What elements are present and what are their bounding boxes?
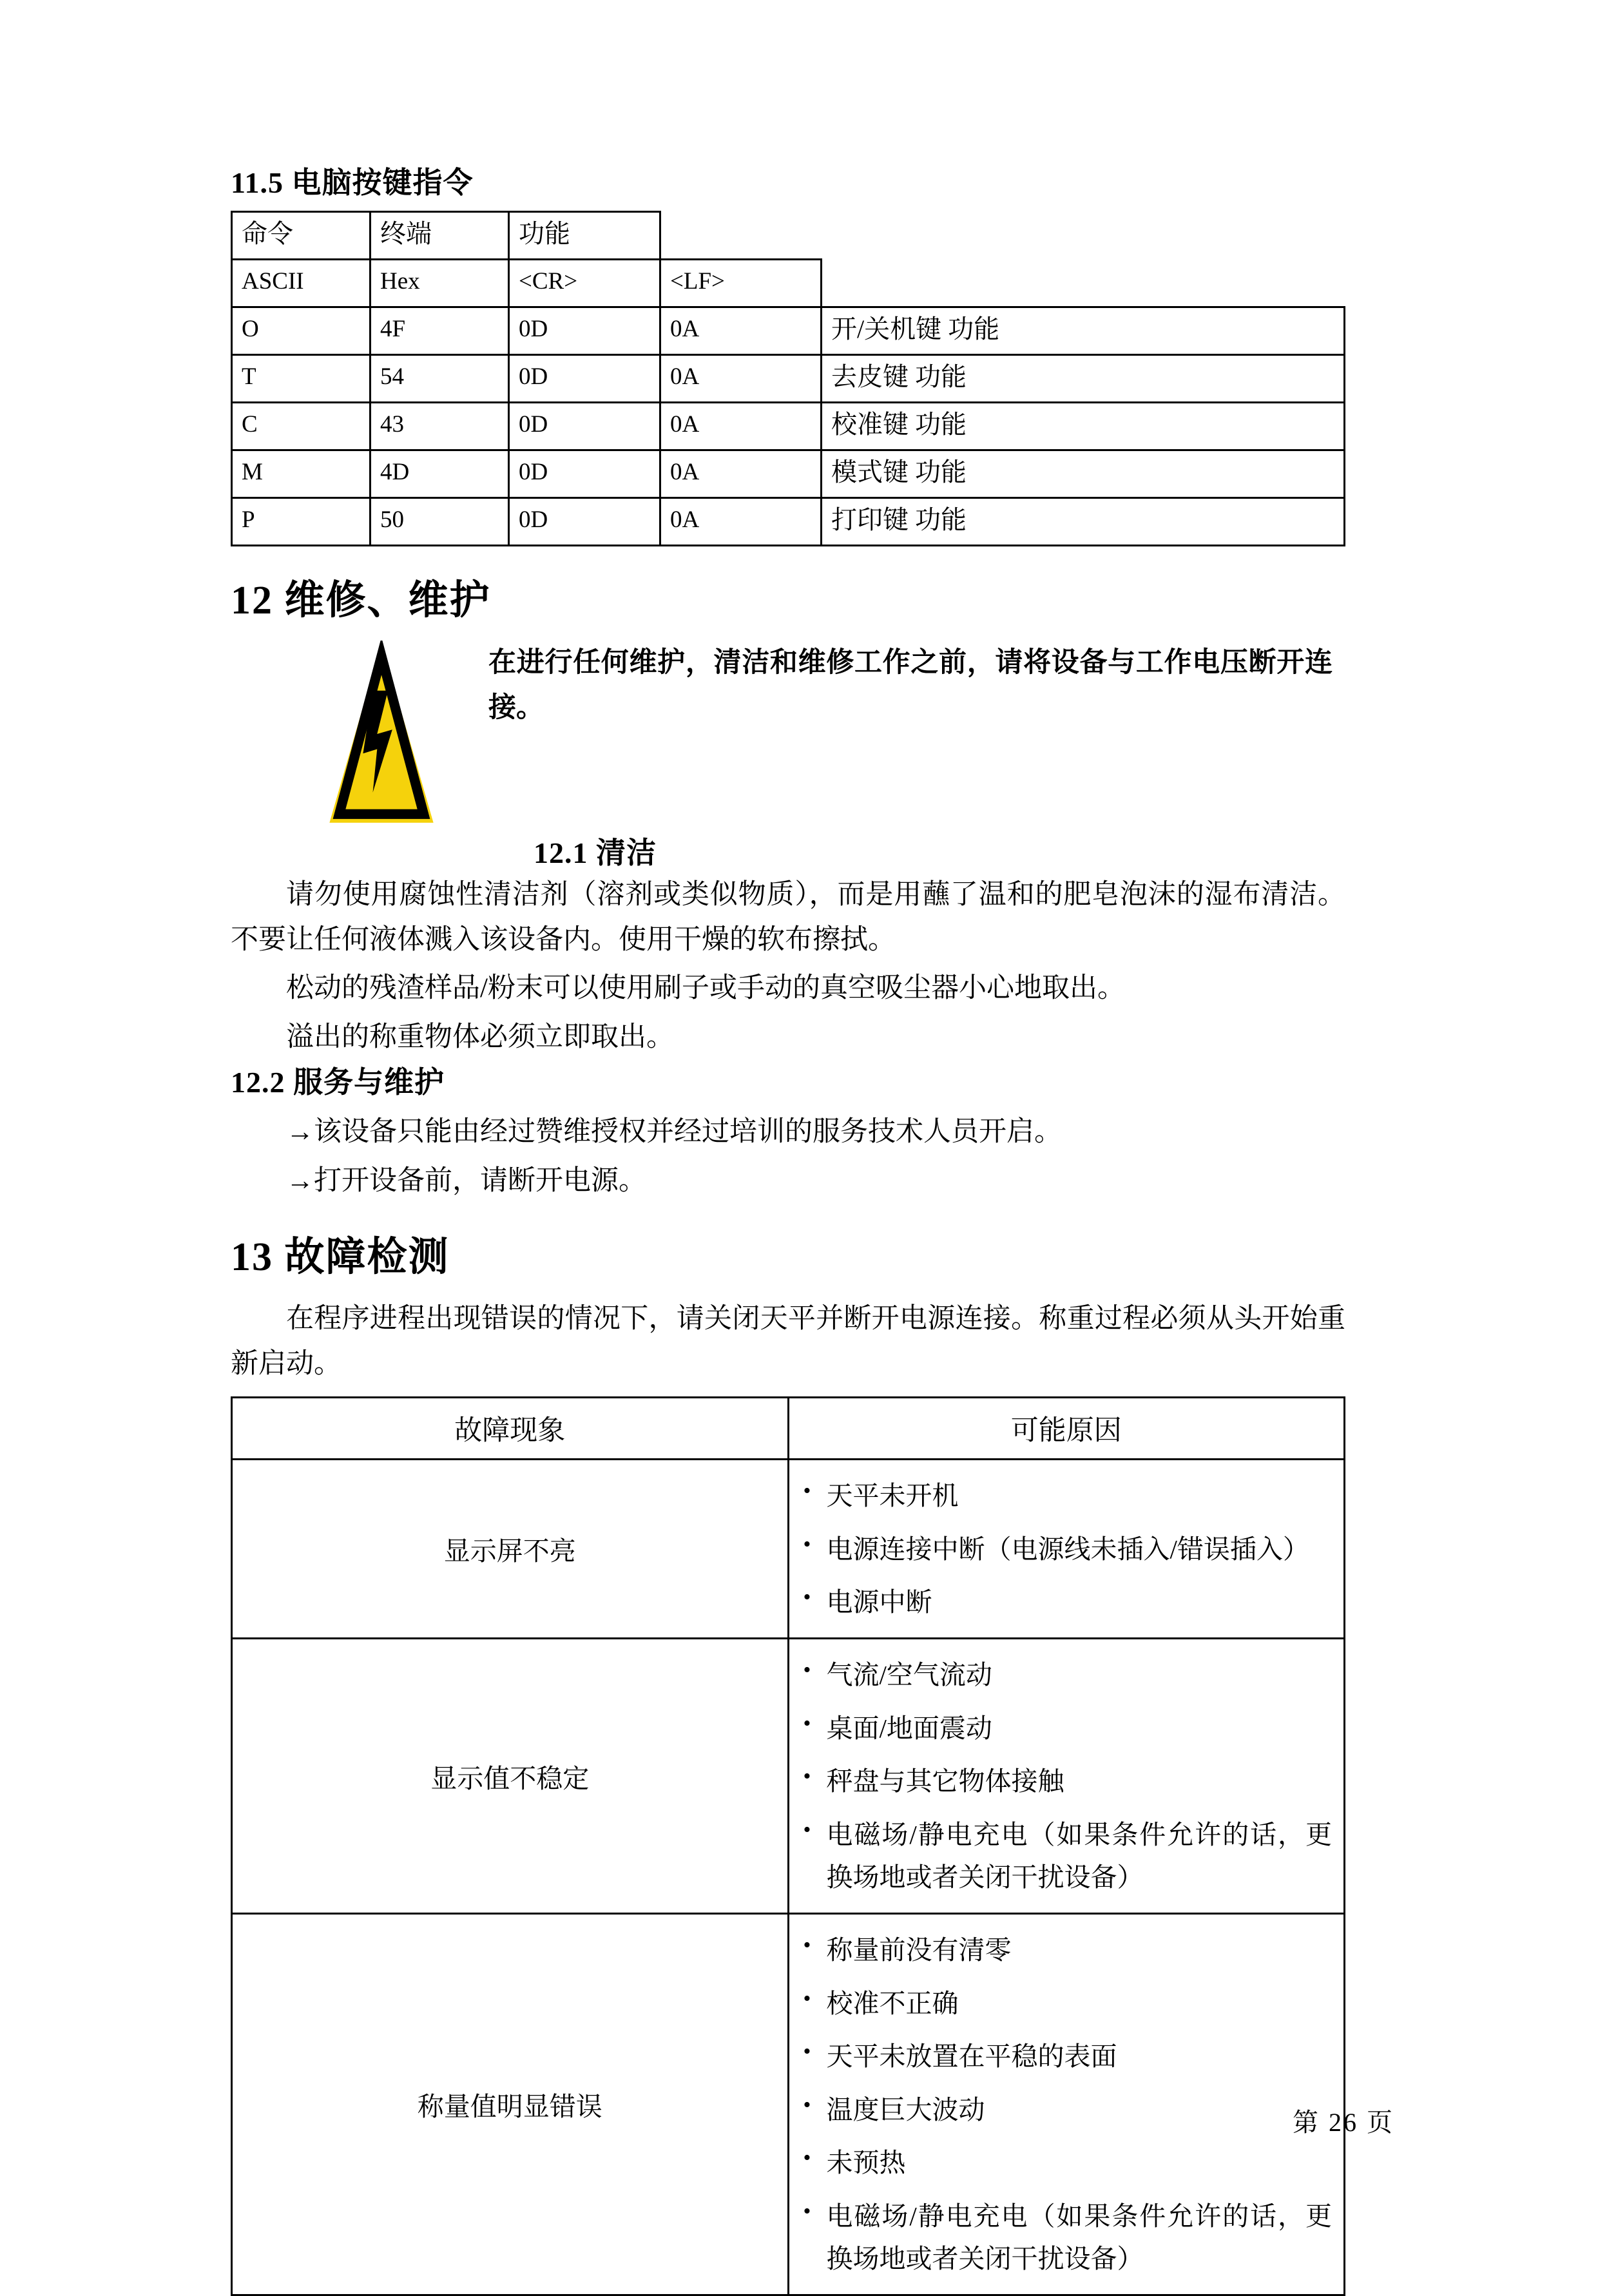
- cause-list: [801, 1654, 1333, 1898]
- list-item: • 气流/空气流动: [801, 1654, 1333, 1696]
- cell-lf: 0A: [660, 450, 822, 497]
- page-content: [231, 164, 1345, 2296]
- paragraph-troubleshooting-intro: 在程序进程出现错误的情况下，请关闭天平并断开电源连接。称重过程必须从头开始重新启动。: [231, 1303, 1345, 1379]
- cause-list: [801, 1474, 1333, 1623]
- cell-ascii: M: [232, 450, 371, 497]
- list-item: • 温度巨大波动: [801, 2089, 1333, 2131]
- cell-symptom: 显示值不稳定: [232, 1639, 789, 1914]
- list-item: • 电磁场/静电充电（如果条件允许的话，更换场地或者关闭干扰设备）: [801, 2195, 1333, 2281]
- cell-lf: 0A: [660, 354, 822, 402]
- cell-ascii: C: [232, 402, 371, 450]
- cell-symptom: 显示屏不亮: [232, 1460, 789, 1639]
- key-command-table: [231, 211, 1345, 546]
- cell-lf: 0A: [660, 402, 822, 450]
- cell-hex: 54: [371, 354, 509, 402]
- table-header-row-1: [232, 211, 1345, 259]
- page-footer: 第 26 页: [1293, 2108, 1394, 2137]
- header-cell-empty-2: [822, 211, 1345, 259]
- heading-12-2: 12.2 服务与维护: [231, 1065, 445, 1099]
- table-row: [232, 497, 1345, 545]
- heading-13: 13 故障检测: [231, 1235, 450, 1280]
- cell-function: 开/关机键 功能: [822, 307, 1345, 354]
- cell-function: 校准键 功能: [822, 402, 1345, 450]
- warning-block: [231, 641, 1345, 834]
- cell-cr: 0D: [509, 450, 660, 497]
- header-cell-command: 命令: [232, 211, 371, 259]
- paragraph-service-2: →打开设备前，请断开电源。: [286, 1165, 646, 1196]
- table-header-row-2: [232, 259, 1345, 307]
- heading-12-1: 12.1 清洁: [534, 836, 657, 870]
- cell-causes: [788, 1639, 1345, 1914]
- cell-cr: 0D: [509, 497, 660, 545]
- electrical-hazard-triangle-icon: [327, 641, 436, 827]
- table-row: [232, 1460, 1345, 1639]
- cell-function: 模式键 功能: [822, 450, 1345, 497]
- list-item: • 未预热: [801, 2141, 1333, 2184]
- cell-causes: [788, 1460, 1345, 1639]
- header-cell-symptom: 故障现象: [232, 1398, 789, 1460]
- table-row: [232, 1639, 1345, 1914]
- list-item: • 天平未开机: [801, 1474, 1333, 1517]
- paragraph-cleaning-1: 请勿使用腐蚀性清洁剂（溶剂或类似物质），而是用蘸了温和的肥皂泡沫的湿布清洁。不要让任何液体溅入该设备内。使用干燥的软布擦拭。: [231, 879, 1345, 955]
- list-item: • 电源中断: [801, 1581, 1333, 1623]
- list-item: • 桌面/地面震动: [801, 1707, 1333, 1750]
- header-cell-lf: <LF>: [660, 259, 822, 307]
- list-item: • 称量前没有清零: [801, 1929, 1333, 1971]
- list-item: • 秤盘与其它物体接触: [801, 1760, 1333, 1802]
- table-header-row: [232, 1398, 1345, 1460]
- header-cell-terminal: 终端: [371, 211, 509, 259]
- cell-lf: 0A: [660, 307, 822, 354]
- header-cell-cr: <CR>: [509, 259, 660, 307]
- list-item: • 校准不正确: [801, 1982, 1333, 2025]
- table-row: [232, 354, 1345, 402]
- cell-hex: 4D: [371, 450, 509, 497]
- paragraph-cleaning-3: 溢出的称重物体必须立即取出。: [286, 1021, 674, 1052]
- warning-text: 在进行任何维护，清洁和维修工作之前，请将设备与工作电压断开连接。: [488, 648, 1333, 723]
- cell-ascii: O: [232, 307, 371, 354]
- table-row: [232, 450, 1345, 497]
- paragraph-cleaning-2: 松动的残渣样品/粉末可以使用刷子或手动的真空吸尘器小心地取出。: [286, 973, 1125, 1004]
- paragraph-service-1: →该设备只能由经过赞维授权并经过培训的服务技术人员开启。: [286, 1117, 1062, 1148]
- cell-cr: 0D: [509, 354, 660, 402]
- table-row: [232, 402, 1345, 450]
- header-cell-cause: 可能原因: [788, 1398, 1345, 1460]
- header-cell-ascii: ASCII: [232, 259, 371, 307]
- table-row: [232, 307, 1345, 354]
- cell-lf: 0A: [660, 497, 822, 545]
- header-cell-hex: Hex: [371, 259, 509, 307]
- cell-hex: 4F: [371, 307, 509, 354]
- list-item: • 电磁场/静电充电（如果条件允许的话，更换场地或者关闭干扰设备）: [801, 1813, 1333, 1899]
- list-item: • 电源连接中断（电源线未插入/错误插入）: [801, 1528, 1333, 1570]
- header-cell-empty-1: [660, 211, 822, 259]
- header-cell-function: 功能: [509, 211, 660, 259]
- header-cell-empty-3: [822, 259, 1345, 307]
- cell-ascii: P: [232, 497, 371, 545]
- cell-hex: 50: [371, 497, 509, 545]
- cell-cr: 0D: [509, 307, 660, 354]
- cell-ascii: T: [232, 354, 371, 402]
- cell-function: 去皮键 功能: [822, 354, 1345, 402]
- cell-function: 打印键 功能: [822, 497, 1345, 545]
- troubleshooting-table: [231, 1396, 1345, 2296]
- list-item: • 天平未放置在平稳的表面: [801, 2035, 1333, 2078]
- cell-symptom: 称量值明显错误: [232, 1914, 789, 2295]
- heading-12: 12 维修、维护: [231, 578, 491, 622]
- heading-11-5: 11.5 电脑按键指令: [231, 166, 474, 199]
- cell-hex: 43: [371, 402, 509, 450]
- cell-cr: 0D: [509, 402, 660, 450]
